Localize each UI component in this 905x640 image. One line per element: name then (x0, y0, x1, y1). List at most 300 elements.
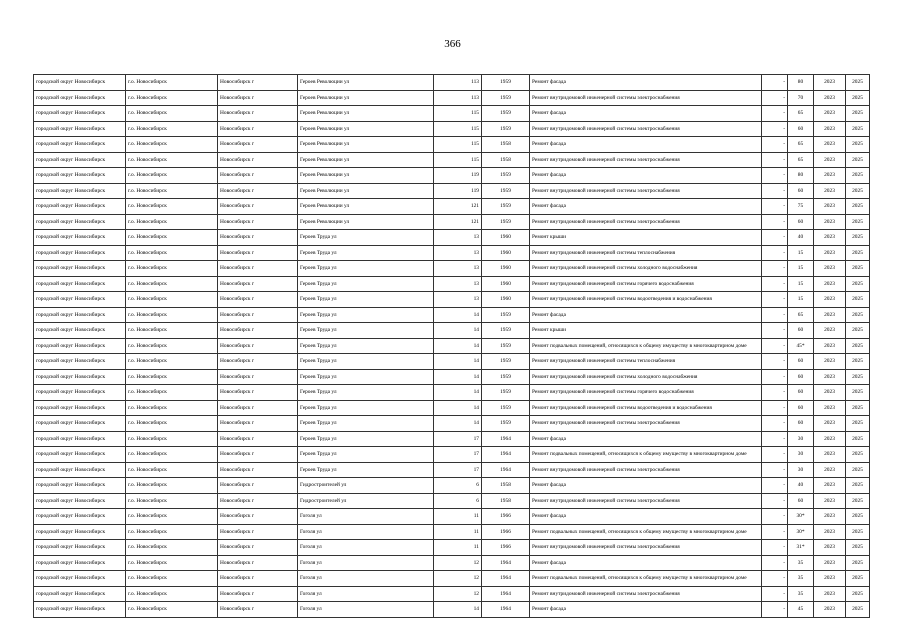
district-cell: городской округ Новосибирск (34, 354, 126, 370)
district-cell: городской округ Новосибирск (34, 276, 126, 292)
house-number-cell: 121 (434, 214, 482, 230)
empty-marker-cell: - (762, 431, 788, 447)
street-cell: Гидростроителей ул (298, 478, 434, 494)
start-year-cell: 2023 (814, 323, 846, 339)
work-type-cell: Ремонт фасада (530, 509, 762, 525)
empty-marker-cell: - (762, 323, 788, 339)
table-row (34, 245, 870, 261)
table-row (34, 524, 870, 540)
end-year-cell: 2025 (846, 152, 870, 168)
empty-marker-cell: - (762, 121, 788, 137)
work-type-cell: Ремонт внутридомовой инженерной системы электроснабжения (530, 416, 762, 432)
municipality-cell: г.о. Новосибирск (126, 478, 218, 494)
empty-marker-cell: - (762, 571, 788, 587)
district-cell: городской округ Новосибирск (34, 555, 126, 571)
house-number-cell: 115 (434, 121, 482, 137)
house-number-cell: 11 (434, 509, 482, 525)
build-year-cell: 1959 (482, 385, 530, 401)
start-year-cell: 2023 (814, 199, 846, 215)
house-number-cell: 113 (434, 90, 482, 106)
district-cell: городской округ Новосибирск (34, 90, 126, 106)
district-cell: городской округ Новосибирск (34, 431, 126, 447)
settlement-cell: Новосибирск г (218, 75, 298, 91)
empty-marker-cell: - (762, 555, 788, 571)
municipality-cell: г.о. Новосибирск (126, 493, 218, 509)
house-number-cell: 6 (434, 493, 482, 509)
value-cell: 60 (788, 354, 814, 370)
street-cell: Героев Труда ул (298, 416, 434, 432)
table-row (34, 400, 870, 416)
settlement-cell: Новосибирск г (218, 369, 298, 385)
build-year-cell: 1960 (482, 292, 530, 308)
table-row (34, 354, 870, 370)
house-number-cell: 11 (434, 540, 482, 556)
value-cell: 65 (788, 152, 814, 168)
street-cell: Героев Революции ул (298, 152, 434, 168)
end-year-cell: 2025 (846, 75, 870, 91)
empty-marker-cell: - (762, 261, 788, 277)
street-cell: Героев Труда ул (298, 276, 434, 292)
start-year-cell: 2023 (814, 245, 846, 261)
build-year-cell: 1964 (482, 447, 530, 463)
table-row (34, 586, 870, 602)
street-cell: Героев Революции ул (298, 214, 434, 230)
municipality-cell: г.о. Новосибирск (126, 586, 218, 602)
house-number-cell: 14 (434, 416, 482, 432)
empty-marker-cell: - (762, 462, 788, 478)
table-row (34, 292, 870, 308)
work-type-cell: Ремонт внутридомовой инженерной системы водоотведения и водоснабжения (530, 400, 762, 416)
build-year-cell: 1959 (482, 183, 530, 199)
build-year-cell: 1966 (482, 509, 530, 525)
start-year-cell: 2023 (814, 369, 846, 385)
start-year-cell: 2023 (814, 447, 846, 463)
work-type-cell: Ремонт фасада (530, 137, 762, 153)
value-cell: 35 (788, 571, 814, 587)
street-cell: Гидростроителей ул (298, 493, 434, 509)
table-row (34, 493, 870, 509)
empty-marker-cell: - (762, 509, 788, 525)
table-row (34, 230, 870, 246)
settlement-cell: Новосибирск г (218, 493, 298, 509)
house-number-cell: 12 (434, 586, 482, 602)
settlement-cell: Новосибирск г (218, 276, 298, 292)
end-year-cell: 2025 (846, 540, 870, 556)
street-cell: Гоголя ул (298, 524, 434, 540)
work-type-cell: Ремонт внутридомовой инженерной системы электроснабжения (530, 586, 762, 602)
street-cell: Героев Труда ул (298, 400, 434, 416)
street-cell: Гоголя ул (298, 571, 434, 587)
table-row (34, 168, 870, 184)
house-number-cell: 115 (434, 152, 482, 168)
end-year-cell: 2025 (846, 524, 870, 540)
empty-marker-cell: - (762, 400, 788, 416)
build-year-cell: 1960 (482, 245, 530, 261)
build-year-cell: 1959 (482, 106, 530, 122)
table-row (34, 555, 870, 571)
build-year-cell: 1964 (482, 555, 530, 571)
settlement-cell: Новосибирск г (218, 230, 298, 246)
end-year-cell: 2025 (846, 121, 870, 137)
end-year-cell: 2025 (846, 431, 870, 447)
build-year-cell: 1959 (482, 369, 530, 385)
work-type-cell: Ремонт внутридомовой инженерной системы электроснабжения (530, 493, 762, 509)
value-cell: 35 (788, 586, 814, 602)
value-cell: 60 (788, 493, 814, 509)
municipality-cell: г.о. Новосибирск (126, 540, 218, 556)
house-number-cell: 115 (434, 106, 482, 122)
start-year-cell: 2023 (814, 555, 846, 571)
district-cell: городской округ Новосибирск (34, 524, 126, 540)
table-row (34, 199, 870, 215)
start-year-cell: 2023 (814, 75, 846, 91)
start-year-cell: 2023 (814, 524, 846, 540)
house-number-cell: 17 (434, 462, 482, 478)
start-year-cell: 2023 (814, 106, 846, 122)
table-row (34, 152, 870, 168)
district-cell: городской округ Новосибирск (34, 447, 126, 463)
street-cell: Героев Труда ул (298, 385, 434, 401)
value-cell: 30 (788, 431, 814, 447)
table-row (34, 90, 870, 106)
table-row (34, 183, 870, 199)
build-year-cell: 1959 (482, 168, 530, 184)
start-year-cell: 2023 (814, 230, 846, 246)
house-number-cell: 14 (434, 602, 482, 618)
build-year-cell: 1964 (482, 602, 530, 618)
work-type-cell: Ремонт внутридомовой инженерной системы водоотведения и водоснабжения (530, 292, 762, 308)
district-cell: городской округ Новосибирск (34, 416, 126, 432)
street-cell: Героев Революции ул (298, 168, 434, 184)
district-cell: городской округ Новосибирск (34, 586, 126, 602)
table-row (34, 137, 870, 153)
empty-marker-cell: - (762, 245, 788, 261)
work-type-cell: Ремонт фасада (530, 478, 762, 494)
settlement-cell: Новосибирск г (218, 571, 298, 587)
value-cell: 31* (788, 540, 814, 556)
district-cell: городской округ Новосибирск (34, 152, 126, 168)
value-cell: 75 (788, 199, 814, 215)
value-cell: 70 (788, 90, 814, 106)
start-year-cell: 2023 (814, 152, 846, 168)
district-cell: городской округ Новосибирск (34, 245, 126, 261)
empty-marker-cell: - (762, 524, 788, 540)
start-year-cell: 2023 (814, 261, 846, 277)
value-cell: 45* (788, 338, 814, 354)
table-row (34, 214, 870, 230)
value-cell: 60 (788, 183, 814, 199)
settlement-cell: Новосибирск г (218, 540, 298, 556)
municipality-cell: г.о. Новосибирск (126, 509, 218, 525)
settlement-cell: Новосибирск г (218, 478, 298, 494)
municipality-cell: г.о. Новосибирск (126, 199, 218, 215)
settlement-cell: Новосибирск г (218, 307, 298, 323)
house-number-cell: 14 (434, 323, 482, 339)
start-year-cell: 2023 (814, 493, 846, 509)
work-type-cell: Ремонт подвальных помещений, относящихся к общему имуществу в многоквартирном доме (530, 571, 762, 587)
value-cell: 35 (788, 555, 814, 571)
empty-marker-cell: - (762, 307, 788, 323)
end-year-cell: 2025 (846, 369, 870, 385)
district-cell: городской округ Новосибирск (34, 369, 126, 385)
work-type-cell: Ремонт крыши (530, 323, 762, 339)
end-year-cell: 2025 (846, 276, 870, 292)
value-cell: 60 (788, 416, 814, 432)
start-year-cell: 2023 (814, 540, 846, 556)
empty-marker-cell: - (762, 292, 788, 308)
work-type-cell: Ремонт фасада (530, 75, 762, 91)
value-cell: 65 (788, 137, 814, 153)
work-type-cell: Ремонт внутридомовой инженерной системы горячего водоснабжения (530, 385, 762, 401)
start-year-cell: 2023 (814, 90, 846, 106)
repair-schedule-table (33, 74, 870, 618)
build-year-cell: 1960 (482, 230, 530, 246)
build-year-cell: 1959 (482, 199, 530, 215)
build-year-cell: 1958 (482, 478, 530, 494)
street-cell: Героев Труда ул (298, 431, 434, 447)
build-year-cell: 1959 (482, 416, 530, 432)
value-cell: 40 (788, 230, 814, 246)
work-type-cell: Ремонт внутридомовой инженерной системы электроснабжения (530, 90, 762, 106)
settlement-cell: Новосибирск г (218, 292, 298, 308)
end-year-cell: 2025 (846, 261, 870, 277)
house-number-cell: 115 (434, 137, 482, 153)
municipality-cell: г.о. Новосибирск (126, 75, 218, 91)
street-cell: Героев Революции ул (298, 75, 434, 91)
empty-marker-cell: - (762, 276, 788, 292)
street-cell: Гоголя ул (298, 540, 434, 556)
value-cell: 30* (788, 524, 814, 540)
value-cell: 60 (788, 385, 814, 401)
settlement-cell: Новосибирск г (218, 509, 298, 525)
district-cell: городской округ Новосибирск (34, 121, 126, 137)
district-cell: городской округ Новосибирск (34, 214, 126, 230)
end-year-cell: 2025 (846, 183, 870, 199)
district-cell: городской округ Новосибирск (34, 261, 126, 277)
district-cell: городской округ Новосибирск (34, 183, 126, 199)
street-cell: Героев Революции ул (298, 121, 434, 137)
start-year-cell: 2023 (814, 183, 846, 199)
settlement-cell: Новосибирск г (218, 462, 298, 478)
start-year-cell: 2023 (814, 168, 846, 184)
district-cell: городской округ Новосибирск (34, 199, 126, 215)
value-cell: 40 (788, 478, 814, 494)
work-type-cell: Ремонт подвальных помещений, относящихся к общему имуществу в многоквартирном доме (530, 524, 762, 540)
start-year-cell: 2023 (814, 137, 846, 153)
empty-marker-cell: - (762, 137, 788, 153)
work-type-cell: Ремонт внутридомовой инженерной системы электроснабжения (530, 214, 762, 230)
value-cell: 15 (788, 276, 814, 292)
value-cell: 30 (788, 447, 814, 463)
municipality-cell: г.о. Новосибирск (126, 261, 218, 277)
district-cell: городской округ Новосибирск (34, 385, 126, 401)
end-year-cell: 2025 (846, 385, 870, 401)
house-number-cell: 12 (434, 555, 482, 571)
municipality-cell: г.о. Новосибирск (126, 354, 218, 370)
house-number-cell: 13 (434, 245, 482, 261)
street-cell: Героев Труда ул (298, 307, 434, 323)
district-cell: городской округ Новосибирск (34, 509, 126, 525)
municipality-cell: г.о. Новосибирск (126, 400, 218, 416)
house-number-cell: 14 (434, 400, 482, 416)
build-year-cell: 1959 (482, 400, 530, 416)
municipality-cell: г.о. Новосибирск (126, 152, 218, 168)
start-year-cell: 2023 (814, 586, 846, 602)
end-year-cell: 2025 (846, 292, 870, 308)
district-cell: городской округ Новосибирск (34, 323, 126, 339)
value-cell: 65 (788, 106, 814, 122)
house-number-cell: 113 (434, 75, 482, 91)
municipality-cell: г.о. Новосибирск (126, 307, 218, 323)
value-cell: 45 (788, 602, 814, 618)
house-number-cell: 14 (434, 369, 482, 385)
work-type-cell: Ремонт фасада (530, 199, 762, 215)
start-year-cell: 2023 (814, 431, 846, 447)
value-cell: 15 (788, 292, 814, 308)
settlement-cell: Новосибирск г (218, 90, 298, 106)
start-year-cell: 2023 (814, 416, 846, 432)
value-cell: 15 (788, 261, 814, 277)
municipality-cell: г.о. Новосибирск (126, 230, 218, 246)
municipality-cell: г.о. Новосибирск (126, 276, 218, 292)
settlement-cell: Новосибирск г (218, 261, 298, 277)
build-year-cell: 1959 (482, 75, 530, 91)
municipality-cell: г.о. Новосибирск (126, 385, 218, 401)
end-year-cell: 2025 (846, 400, 870, 416)
district-cell: городской округ Новосибирск (34, 338, 126, 354)
start-year-cell: 2023 (814, 509, 846, 525)
table-row (34, 307, 870, 323)
house-number-cell: 13 (434, 230, 482, 246)
build-year-cell: 1959 (482, 214, 530, 230)
work-type-cell: Ремонт подвальных помещений, относящихся к общему имуществу в многоквартирном доме (530, 447, 762, 463)
build-year-cell: 1959 (482, 323, 530, 339)
district-cell: городской округ Новосибирск (34, 75, 126, 91)
house-number-cell: 119 (434, 183, 482, 199)
municipality-cell: г.о. Новосибирск (126, 524, 218, 540)
empty-marker-cell: - (762, 230, 788, 246)
district-cell: городской округ Новосибирск (34, 478, 126, 494)
work-type-cell: Ремонт внутридомовой инженерной системы теплоснабжения (530, 245, 762, 261)
value-cell: 30 (788, 462, 814, 478)
work-type-cell: Ремонт внутридомовой инженерной системы холодного водоснабжения (530, 261, 762, 277)
table-row (34, 369, 870, 385)
work-type-cell: Ремонт внутридомовой инженерной системы теплоснабжения (530, 354, 762, 370)
municipality-cell: г.о. Новосибирск (126, 106, 218, 122)
table-row (34, 447, 870, 463)
end-year-cell: 2025 (846, 493, 870, 509)
work-type-cell: Ремонт фасада (530, 431, 762, 447)
work-type-cell: Ремонт фасада (530, 555, 762, 571)
settlement-cell: Новосибирск г (218, 431, 298, 447)
settlement-cell: Новосибирск г (218, 323, 298, 339)
street-cell: Героев Труда ул (298, 447, 434, 463)
build-year-cell: 1964 (482, 571, 530, 587)
house-number-cell: 17 (434, 447, 482, 463)
table-row (34, 276, 870, 292)
district-cell: городской округ Новосибирск (34, 540, 126, 556)
empty-marker-cell: - (762, 152, 788, 168)
build-year-cell: 1964 (482, 586, 530, 602)
empty-marker-cell: - (762, 586, 788, 602)
end-year-cell: 2025 (846, 478, 870, 494)
table-row (34, 106, 870, 122)
build-year-cell: 1964 (482, 431, 530, 447)
value-cell: 80 (788, 75, 814, 91)
settlement-cell: Новосибирск г (218, 416, 298, 432)
house-number-cell: 121 (434, 199, 482, 215)
table-row (34, 338, 870, 354)
table-row (34, 323, 870, 339)
house-number-cell: 6 (434, 478, 482, 494)
district-cell: городской округ Новосибирск (34, 168, 126, 184)
empty-marker-cell: - (762, 168, 788, 184)
value-cell: 65 (788, 307, 814, 323)
work-type-cell: Ремонт крыши (530, 230, 762, 246)
street-cell: Героев Труда ул (298, 369, 434, 385)
settlement-cell: Новосибирск г (218, 385, 298, 401)
empty-marker-cell: - (762, 540, 788, 556)
district-cell: городской округ Новосибирск (34, 230, 126, 246)
empty-marker-cell: - (762, 416, 788, 432)
build-year-cell: 1958 (482, 493, 530, 509)
municipality-cell: г.о. Новосибирск (126, 137, 218, 153)
build-year-cell: 1959 (482, 90, 530, 106)
value-cell: 30* (788, 509, 814, 525)
end-year-cell: 2025 (846, 416, 870, 432)
settlement-cell: Новосибирск г (218, 168, 298, 184)
start-year-cell: 2023 (814, 354, 846, 370)
end-year-cell: 2025 (846, 571, 870, 587)
municipality-cell: г.о. Новосибирск (126, 555, 218, 571)
municipality-cell: г.о. Новосибирск (126, 571, 218, 587)
settlement-cell: Новосибирск г (218, 106, 298, 122)
settlement-cell: Новосибирск г (218, 602, 298, 618)
municipality-cell: г.о. Новосибирск (126, 245, 218, 261)
municipality-cell: г.о. Новосибирск (126, 292, 218, 308)
settlement-cell: Новосибирск г (218, 214, 298, 230)
municipality-cell: г.о. Новосибирск (126, 462, 218, 478)
build-year-cell: 1966 (482, 524, 530, 540)
house-number-cell: 14 (434, 354, 482, 370)
work-type-cell: Ремонт внутридомовой инженерной системы электроснабжения (530, 540, 762, 556)
end-year-cell: 2025 (846, 555, 870, 571)
build-year-cell: 1960 (482, 276, 530, 292)
settlement-cell: Новосибирск г (218, 447, 298, 463)
value-cell: 60 (788, 121, 814, 137)
end-year-cell: 2025 (846, 354, 870, 370)
end-year-cell: 2025 (846, 199, 870, 215)
house-number-cell: 12 (434, 571, 482, 587)
house-number-cell: 14 (434, 307, 482, 323)
district-cell: городской округ Новосибирск (34, 137, 126, 153)
house-number-cell: 14 (434, 338, 482, 354)
end-year-cell: 2025 (846, 106, 870, 122)
empty-marker-cell: - (762, 75, 788, 91)
empty-marker-cell: - (762, 447, 788, 463)
empty-marker-cell: - (762, 90, 788, 106)
table-row (34, 261, 870, 277)
house-number-cell: 14 (434, 385, 482, 401)
street-cell: Героев Труда ул (298, 338, 434, 354)
start-year-cell: 2023 (814, 462, 846, 478)
settlement-cell: Новосибирск г (218, 338, 298, 354)
street-cell: Героев Труда ул (298, 261, 434, 277)
settlement-cell: Новосибирск г (218, 121, 298, 137)
end-year-cell: 2025 (846, 214, 870, 230)
street-cell: Героев Труда ул (298, 292, 434, 308)
municipality-cell: г.о. Новосибирск (126, 214, 218, 230)
